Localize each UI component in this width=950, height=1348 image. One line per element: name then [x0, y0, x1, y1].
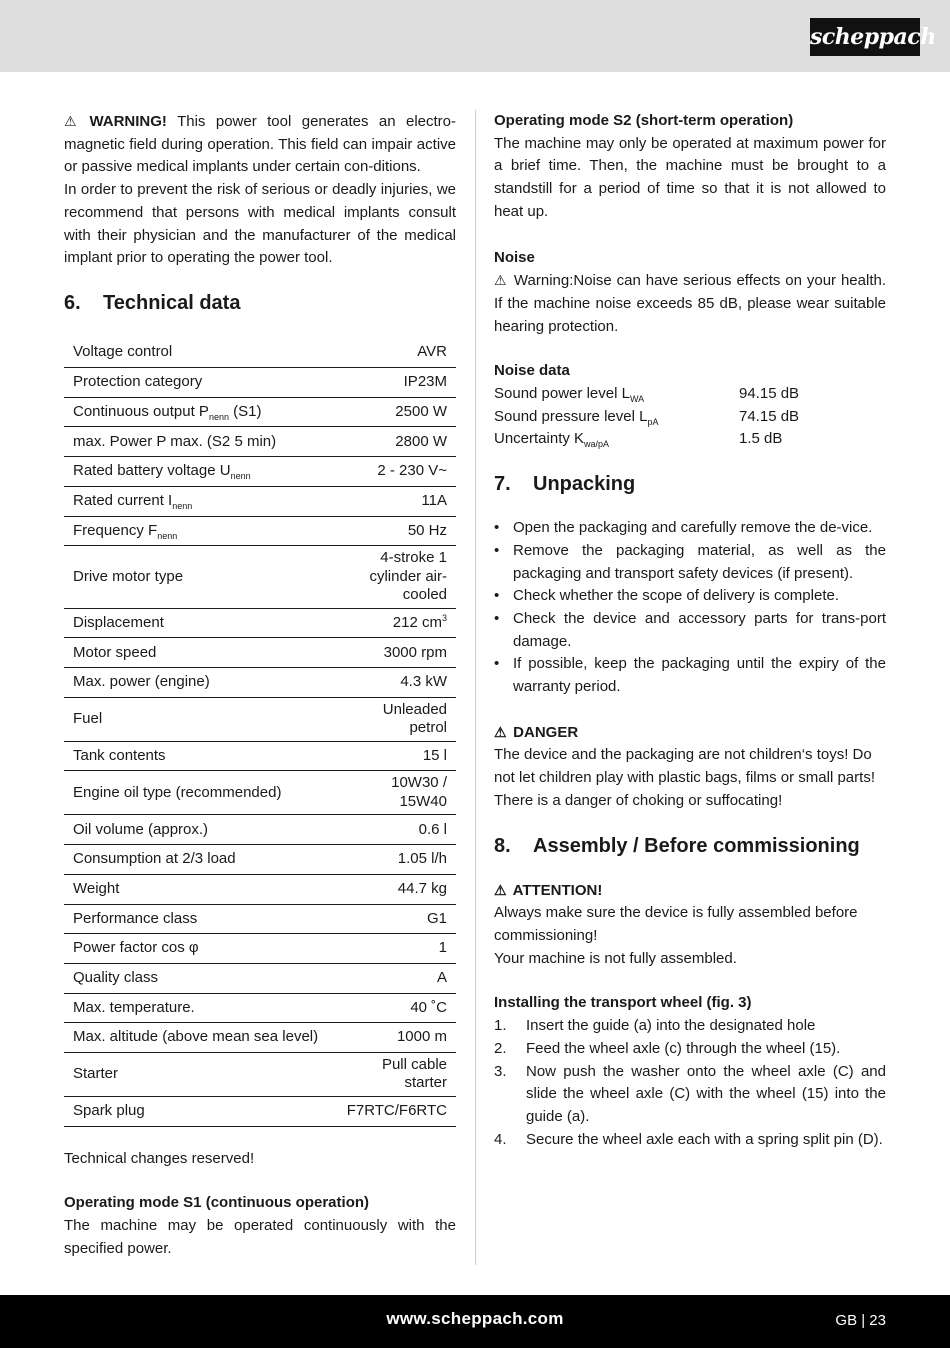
step-item — [494, 1061, 886, 1129]
tech-row — [64, 668, 456, 698]
tech-row — [64, 815, 456, 845]
tech-label: Oil volume (approx.) — [64, 815, 338, 845]
tech-label: Frequency $F_{nenn}$ — [64, 516, 338, 546]
tech-value: A — [338, 963, 456, 993]
footer-bar — [0, 1295, 950, 1348]
tech-value: IP23M — [338, 368, 456, 398]
wheel-title: Installing the transport wheel (fig. 3) — [494, 994, 752, 1012]
noise-value: 1.5 dB — [739, 430, 783, 448]
tech-value: Pull cable starter — [338, 1052, 456, 1096]
section-6-heading — [64, 290, 456, 316]
step-number: 4. — [494, 1130, 507, 1148]
tech-label: Continuous output $P_{nenn}$ (S1) — [64, 397, 338, 427]
tech-row — [64, 993, 456, 1023]
step-item — [494, 1038, 886, 1061]
tech-row — [64, 457, 456, 487]
danger-label: DANGER — [513, 723, 579, 741]
tech-value: 1 — [338, 934, 456, 964]
step-text: Insert the guide (a) into the designated hole — [526, 1017, 816, 1035]
tech-label: Max. altitude (above mean sea level) — [64, 1023, 338, 1053]
section-7-heading — [494, 471, 886, 497]
column-divider — [475, 110, 476, 1265]
tech-value: 40 ˚C — [338, 993, 456, 1023]
tech-row — [64, 1052, 456, 1096]
section-title: Assembly / Before commissioning — [533, 834, 860, 857]
tech-row — [64, 427, 456, 457]
tech-row — [64, 338, 456, 368]
noise-warning-paragraph — [494, 269, 886, 338]
tech-label: Consumption at 2/3 load — [64, 845, 338, 875]
tech-value: F7RTC/F6RTC — [338, 1096, 456, 1126]
changes-reserved-note: Technical changes reserved! — [64, 1149, 255, 1167]
noise-data-grid — [494, 383, 886, 451]
step-item — [494, 1129, 886, 1152]
tech-row — [64, 368, 456, 398]
tech-label: Voltage control — [64, 338, 338, 368]
list-item: • Check the device and accessory parts for trans-port damage. — [494, 608, 886, 653]
noise-title: Noise — [494, 248, 535, 266]
tech-label: Weight — [64, 874, 338, 904]
tech-label: Performance class — [64, 904, 338, 934]
tech-label: Power factor cos φ — [64, 934, 338, 964]
right-column — [494, 110, 886, 1151]
tech-value: AVR — [338, 338, 456, 368]
tech-row — [64, 486, 456, 516]
warning-paragraph-2: In order to prevent the risk of serious or deadly injuries, we recommend that persons with medical implants consult with their physician and the manufacturer of the medical implant prior to operating the power tool. — [64, 181, 456, 267]
tech-label: Engine oil type (recommended) — [64, 771, 338, 815]
s2-title: Operating mode S2 (short-term operation) — [494, 112, 794, 129]
unpacking-list — [494, 517, 886, 699]
tech-value: 2 - 230 V~ — [338, 457, 456, 487]
section-number: 7. — [494, 473, 511, 496]
danger-text: The device and the packaging are not children‘s toys! Do not let children play with plastic bags, films or small parts! There is a danger of choking or suffocating! — [494, 746, 875, 809]
tech-row — [64, 904, 456, 934]
tech-label: max. Power P max. (S2 5 min) — [64, 427, 338, 457]
section-title: Technical data — [103, 291, 241, 314]
tech-label: Max. temperature. — [64, 993, 338, 1023]
warning-triangle-icon: ⚠ — [494, 723, 507, 740]
tech-value: 1.05 l/h — [338, 845, 456, 875]
tech-row — [64, 771, 456, 815]
step-number: 1. — [494, 1017, 507, 1035]
tech-value: 15 l — [338, 741, 456, 771]
attention-label: ATTENTION! — [512, 881, 603, 899]
tech-value: 11A — [338, 486, 456, 516]
s1-title: Operating mode S1 (continuous operation) — [64, 1194, 370, 1212]
noise-label: Uncertainty $K_{wa/pA}$ — [494, 430, 610, 450]
tech-row — [64, 516, 456, 546]
tech-row — [64, 608, 456, 638]
wheel-steps-list — [494, 1015, 886, 1151]
tech-row — [64, 1096, 456, 1126]
header-bar — [0, 0, 950, 72]
tech-label: Tank contents — [64, 741, 338, 771]
tech-label: Displacement — [64, 608, 338, 638]
tech-row — [64, 397, 456, 427]
tech-label: Rated battery voltage $U_{nenn}$ — [64, 457, 338, 487]
warning-text: This power tool generates an electro-magnetic field during operation. This field can impair active or passive medical implants under certain con-ditions. — [64, 113, 457, 176]
section-title: Unpacking — [533, 473, 636, 496]
tech-value: 4-stroke 1 cylinder air-cooled — [338, 546, 456, 609]
tech-value: 10W30 / 15W40 — [338, 771, 456, 815]
tech-value: 50 Hz — [338, 516, 456, 546]
warning-label: WARNING! — [89, 113, 167, 130]
tech-row — [64, 874, 456, 904]
attention-heading — [494, 879, 886, 903]
tech-value: 0.6 l — [338, 815, 456, 845]
list-item: • Check whether the scope of delivery is complete. — [494, 585, 886, 608]
list-item: • Open the packaging and carefully remove the de-vice. — [494, 517, 886, 540]
tech-value: 2800 W — [338, 427, 456, 457]
list-item: • Remove the packaging material, as well as the packaging and transport safety devices (if present). — [494, 540, 886, 585]
noise-value: 74.15 dB — [739, 407, 800, 425]
tech-row — [64, 963, 456, 993]
section-8-heading — [494, 833, 886, 859]
warning-triangle-icon: ⚠ — [494, 272, 507, 289]
tech-label: Rated current $I_{nenn}$ — [64, 486, 338, 516]
step-text: Secure the wheel axle each with a spring split pin (D). — [526, 1130, 883, 1148]
step-item — [494, 1015, 886, 1038]
page-number: GB | 23 — [835, 1312, 886, 1329]
section-number: 6. — [64, 291, 81, 314]
tech-value: 4.3 kW — [338, 668, 456, 698]
tech-row — [64, 934, 456, 964]
tech-value: 2500 W — [338, 397, 456, 427]
tech-label: Protection category — [64, 368, 338, 398]
tech-value: 212 $cm^3$ — [338, 608, 456, 638]
attention-text: Always make sure the device is fully assembled before commissioning! — [494, 904, 858, 944]
technical-data-table — [64, 338, 456, 1127]
tech-label: Fuel — [64, 697, 338, 741]
tech-row — [64, 1023, 456, 1053]
tech-label: Max. power (engine) — [64, 668, 338, 698]
attention-text-2: Your machine is not fully assembled. — [494, 949, 737, 967]
tech-label: Quality class — [64, 963, 338, 993]
tech-value: 1000 m — [338, 1023, 456, 1053]
warning-triangle-icon: ⚠ — [494, 881, 507, 898]
tech-row — [64, 697, 456, 741]
tech-value: G1 — [338, 904, 456, 934]
tech-row — [64, 741, 456, 771]
step-number: 2. — [494, 1039, 507, 1057]
s2-text: The machine may only be operated at maximum power for a brief time. Then, the machine must be brought to a standstill for a period of time so that it is not allowed to heat up. — [494, 134, 886, 220]
step-text: Feed the wheel axle (c) through the wheel (15). — [526, 1039, 841, 1057]
tech-value: 44.7 kg — [338, 874, 456, 904]
list-item: • If possible, keep the packaging until the expiry of the warranty period. — [494, 653, 886, 698]
left-column — [64, 110, 456, 1260]
tech-value: Unleaded petrol — [338, 697, 456, 741]
tech-row — [64, 546, 456, 609]
noise-value: 94.15 dB — [739, 385, 800, 403]
tech-label: Starter — [64, 1052, 338, 1096]
noise-data-title: Noise data — [494, 362, 570, 380]
tech-label: Drive motor type — [64, 546, 338, 609]
step-number: 3. — [494, 1062, 507, 1080]
noise-label: Sound power level $L_{WA}$ — [494, 385, 645, 405]
s1-text: The machine may be operated continuously with the specified power. — [64, 1217, 456, 1257]
warning-paragraph — [64, 110, 456, 179]
scheppach-logo: scheppach — [810, 18, 920, 56]
danger-heading — [494, 721, 886, 745]
footer-website-link[interactable]: www.scheppach.com — [386, 1309, 564, 1328]
tech-label: Motor speed — [64, 638, 338, 668]
tech-row — [64, 845, 456, 875]
noise-label: Sound pressure level $L_{pA}$ — [494, 407, 659, 427]
step-text: Now push the washer onto the wheel axle (C) and slide the wheel axle (C) with the wheel (15) into the guide (a). — [526, 1062, 886, 1125]
tech-label: Spark plug — [64, 1096, 338, 1126]
tech-value: 3000 rpm — [338, 638, 456, 668]
section-number: 8. — [494, 834, 511, 857]
tech-row — [64, 638, 456, 668]
warning-triangle-icon: ⚠ — [64, 113, 77, 129]
noise-warning-text: Warning:Noise can have serious effects on your health. If the machine noise exceeds 85 dB, please wear suitable hearing protection. — [494, 272, 887, 335]
